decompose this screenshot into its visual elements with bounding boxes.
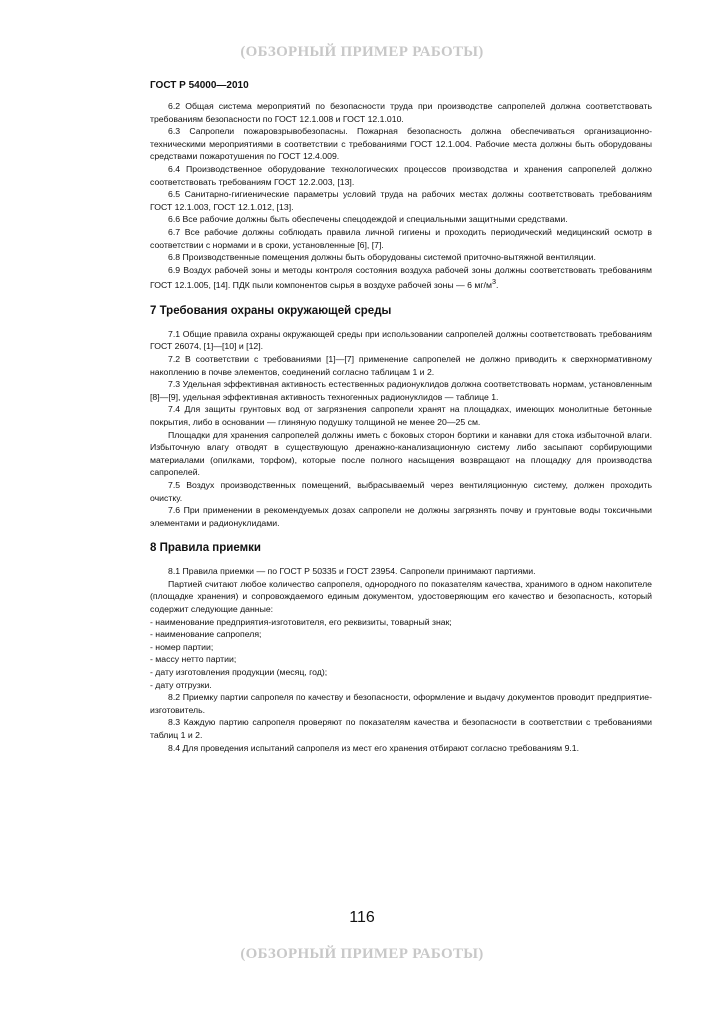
paragraph-8-4: 8.4 Для проведения испытаний сапропеля из мест его хранения отбирают согласно требованиям 9.1. <box>168 742 580 753</box>
paragraph-8-1-batch: Партией считают любое количество сапропеля, однородного по показателям качества, хранимого в одном накопителе (площадке хранения) и сопровождаемого единым документом, удостоверяющим его качество и безопасность, который содержит следующие данные: <box>150 578 652 615</box>
paragraph-6-9-text: 6.9 Воздух рабочей зоны и методы контроля состояния воздуха рабочей зоны должны соответствовать требованиям ГОСТ 12.1.005, [14]. ПДК пыли компонентов сырья в воздухе рабочей зоны — 6 мг/м <box>150 264 652 291</box>
paragraph-6-3: 6.3 Сапропели пожаровзрывобезопасны. Пожарная безопасность должна обеспечиваться организационно-техническими мероприятиями в соответствии с требованиями ГОСТ 12.1.004. Рабочие места должны быть оборудованы средствами пожаротушения по ГОСТ 12.4.009. <box>150 126 652 162</box>
standard-header: ГОСТ Р 54000—2010 <box>150 80 249 91</box>
paragraph-7-6: 7.6 При применении в рекомендуемых дозах сапропели не должны загрязнять почву и грунтовые воды токсичными элементами и радионуклидами. <box>150 505 652 528</box>
page-number: 116 <box>349 909 375 926</box>
paragraph-7-2: 7.2 В соответствии с требованиями [1]—[7] применение сапропелей не должно приводить к сверхнормативному накоплению в почве элементов, соединений согласно таблицам 1 и 2. <box>150 353 652 377</box>
document-body <box>150 100 652 754</box>
paragraph-7-3: 7.3 Удельная эффективная активность естественных радионуклидов должна соответствовать нормам, установленным [8]—[9], удельная эффективная активность техногенных радионуклидов — таблице 1. <box>150 379 652 402</box>
list-item: - дату отгрузки. <box>150 679 212 690</box>
paragraph-6-9 <box>150 264 652 292</box>
watermark-top: (ОБЗОРНЫЙ ПРИМЕР РАБОТЫ) <box>240 44 484 60</box>
paragraph-6-9-end: . <box>495 280 499 291</box>
paragraph-6-7: 6.7 Все рабочие должны соблюдать правила личной гигиены и проходить периодический медицинский осмотр в соответствии с нормами и в сроки, установленные [6], [7]. <box>150 226 652 250</box>
paragraph-6-4: 6.4 Производственное оборудование технологических процессов производства и хранения сапропелей должно соответствовать требованиям ГОСТ 12.2.003, [13]. <box>150 163 652 187</box>
paragraph-6-5: 6.5 Санитарно-гигиенические параметры условий труда на рабочих местах должны соответствовать требованиям ГОСТ 12.1.003, ГОСТ 12.1.012, [13]. <box>150 189 652 212</box>
list-item: - наименование сапропеля; <box>150 629 262 640</box>
paragraph-8-1: 8.1 Правила приемки — по ГОСТ Р 50335 и ГОСТ 23954. Сапропели принимают партиями. <box>168 566 536 577</box>
watermark-bottom: (ОБЗОРНЫЙ ПРИМЕР РАБОТЫ) <box>240 946 484 962</box>
list-item: - наименование предприятия-изготовителя, его реквизиты, товарный знак; <box>150 616 452 627</box>
paragraph-7-4-storage: Площадки для хранения сапропелей должны иметь с боковых сторон бортики и канавки для стока избыточной влаги. Избыточную влагу отводят в существующую дренажно-канализационную систему либо засыпают сорбирующими материалами (опилками, торфом), которые после полного насыщения возвращают на площадку для производства сапропелей. <box>150 429 652 478</box>
paragraph-8-2: 8.2 Приемку партии сапропеля по качеству и безопасности, оформление и выдачу документов проводит предприятие-изготовитель. <box>150 692 652 715</box>
paragraph-7-5: 7.5 Воздух производственных помещений, выбрасываемый через вентиляционную систему, должен проходить очистку. <box>150 479 652 503</box>
paragraph-8-3: 8.3 Каждую партию сапропеля проверяют по показателям качества и безопасности в соответствии с требованиями таблиц 1 и 2. <box>150 717 652 741</box>
unit-superscript: 3 <box>491 277 496 287</box>
paragraph-6-8: 6.8 Производственные помещения должны быть оборудованы системой приточно-вытяжной вентиляции. <box>168 252 596 263</box>
section-7-heading: 7 Требования охраны окружающей среды <box>150 304 392 317</box>
list-item: - номер партии; <box>150 641 214 652</box>
list-item: - массу нетто партии; <box>150 654 237 665</box>
paragraph-7-4: 7.4 Для защиты грунтовых вод от загрязнения сапропели хранят на площадках, имеющих монолитные бетонные покрытия, либо в основании — глиняную подушку толщиной не менее 20—25 см. <box>150 404 652 427</box>
paragraph-7-1: 7.1 Общие правила охраны окружающей среды при использовании сапропелей должны соответствовать требованиям ГОСТ 26074, [1]—[10] и [12]. <box>150 328 652 352</box>
paragraph-6-2: 6.2 Общая система мероприятий по безопасности труда при производстве сапропелей должна соответствовать требованиям безопасности по ГОСТ 12.1.008 и ГОСТ 12.1.010. <box>150 101 652 124</box>
section-8-heading: 8 Правила приемки <box>150 542 261 555</box>
paragraph-6-6: 6.6 Все рабочие должны быть обеспечены спецодеждой и специальными защитными средствами. <box>168 214 568 225</box>
list-item: - дату изготовления продукции (месяц, год); <box>150 667 328 678</box>
